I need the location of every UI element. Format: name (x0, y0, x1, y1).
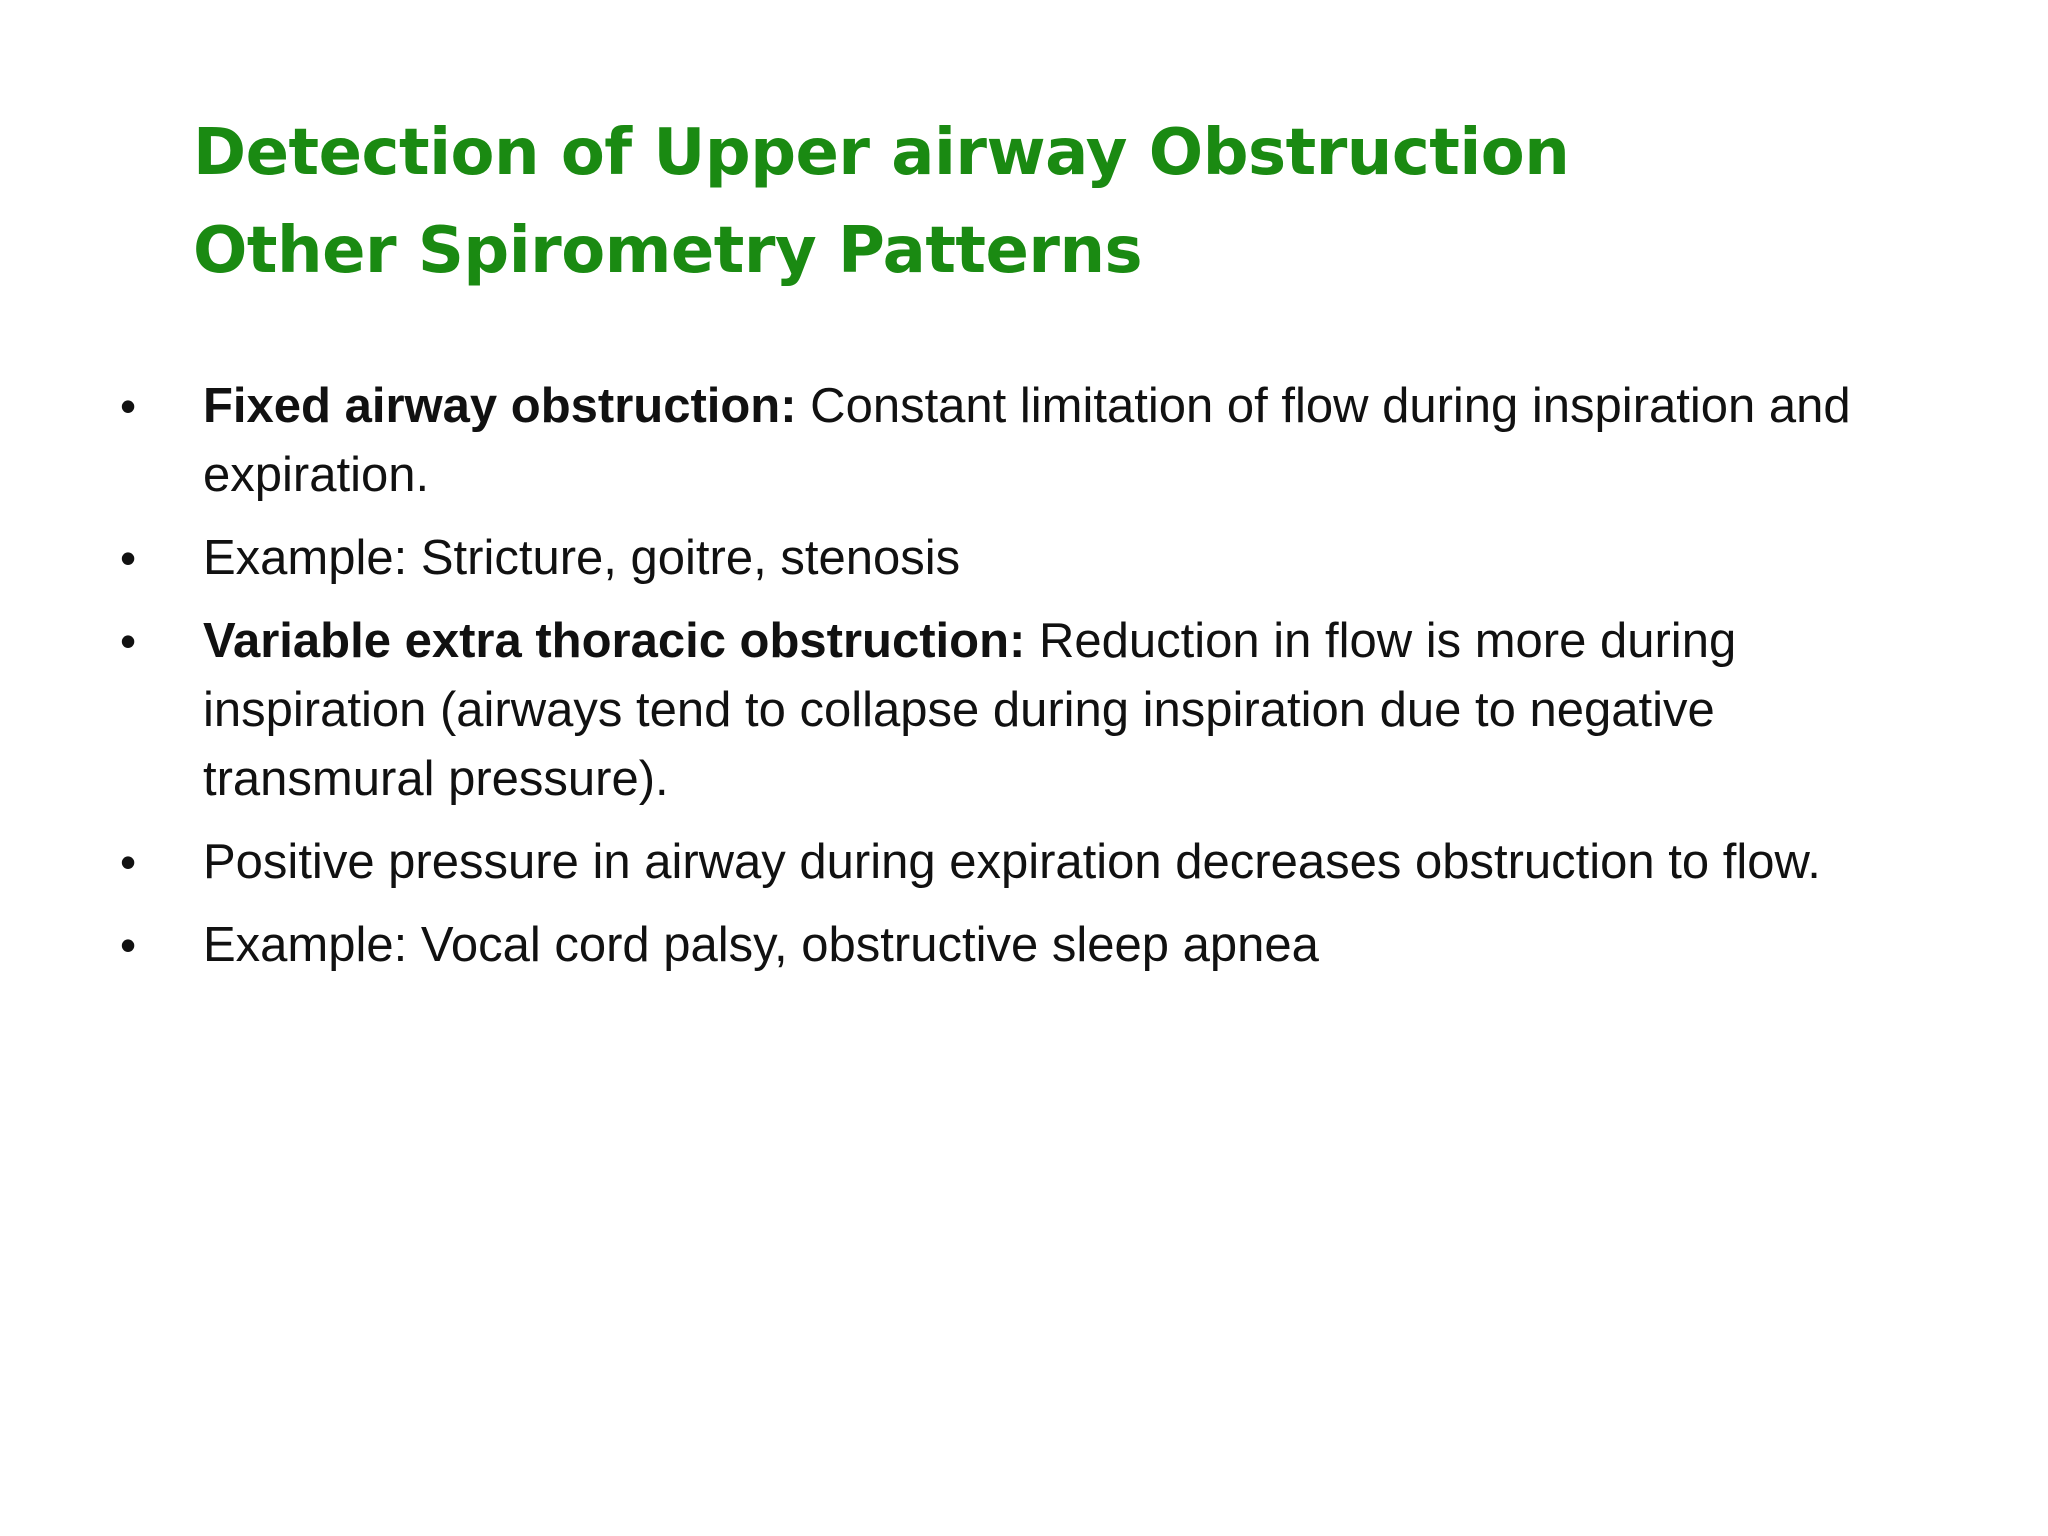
bullet-item-positive-pressure (0, 828, 1903, 897)
bullet-item-fixed-obstruction (0, 372, 1903, 510)
title-line-1: Detection of Upper airway Obstruction (193, 116, 1570, 190)
bullet-dot-icon: • (120, 532, 137, 584)
bullet-item-fixed-example (0, 524, 1903, 593)
bullet-text: Reduction in flow is more during inspiration (airways tend to collapse during inspiration due to negative transmural pressure). (203, 614, 1737, 806)
bullet-term: Fixed airway obstruction: (203, 379, 797, 433)
bullet-list (0, 372, 2048, 994)
bullet-item-variable-obstruction (0, 607, 1903, 814)
bullet-text: Constant limitation of flow during inspiration and expiration. (203, 379, 1851, 502)
bullet-text: Example: Stricture, goitre, stenosis (203, 531, 961, 585)
bullet-dot-icon: • (120, 615, 137, 667)
bullet-item-variable-example (0, 911, 1903, 980)
bullet-text: Positive pressure in airway during expiration decreases obstruction to flow. (203, 835, 1821, 889)
bullet-dot-icon: • (120, 380, 137, 432)
bullet-text: Example: Vocal cord palsy, obstructive sleep apnea (203, 918, 1319, 972)
bullet-term: Variable extra thoracic obstruction: (203, 614, 1026, 668)
bullet-dot-icon: • (120, 836, 137, 888)
title-line-2: Other Spirometry Patterns (193, 214, 1143, 288)
slide-title (193, 104, 1893, 300)
bullet-dot-icon: • (120, 919, 137, 971)
